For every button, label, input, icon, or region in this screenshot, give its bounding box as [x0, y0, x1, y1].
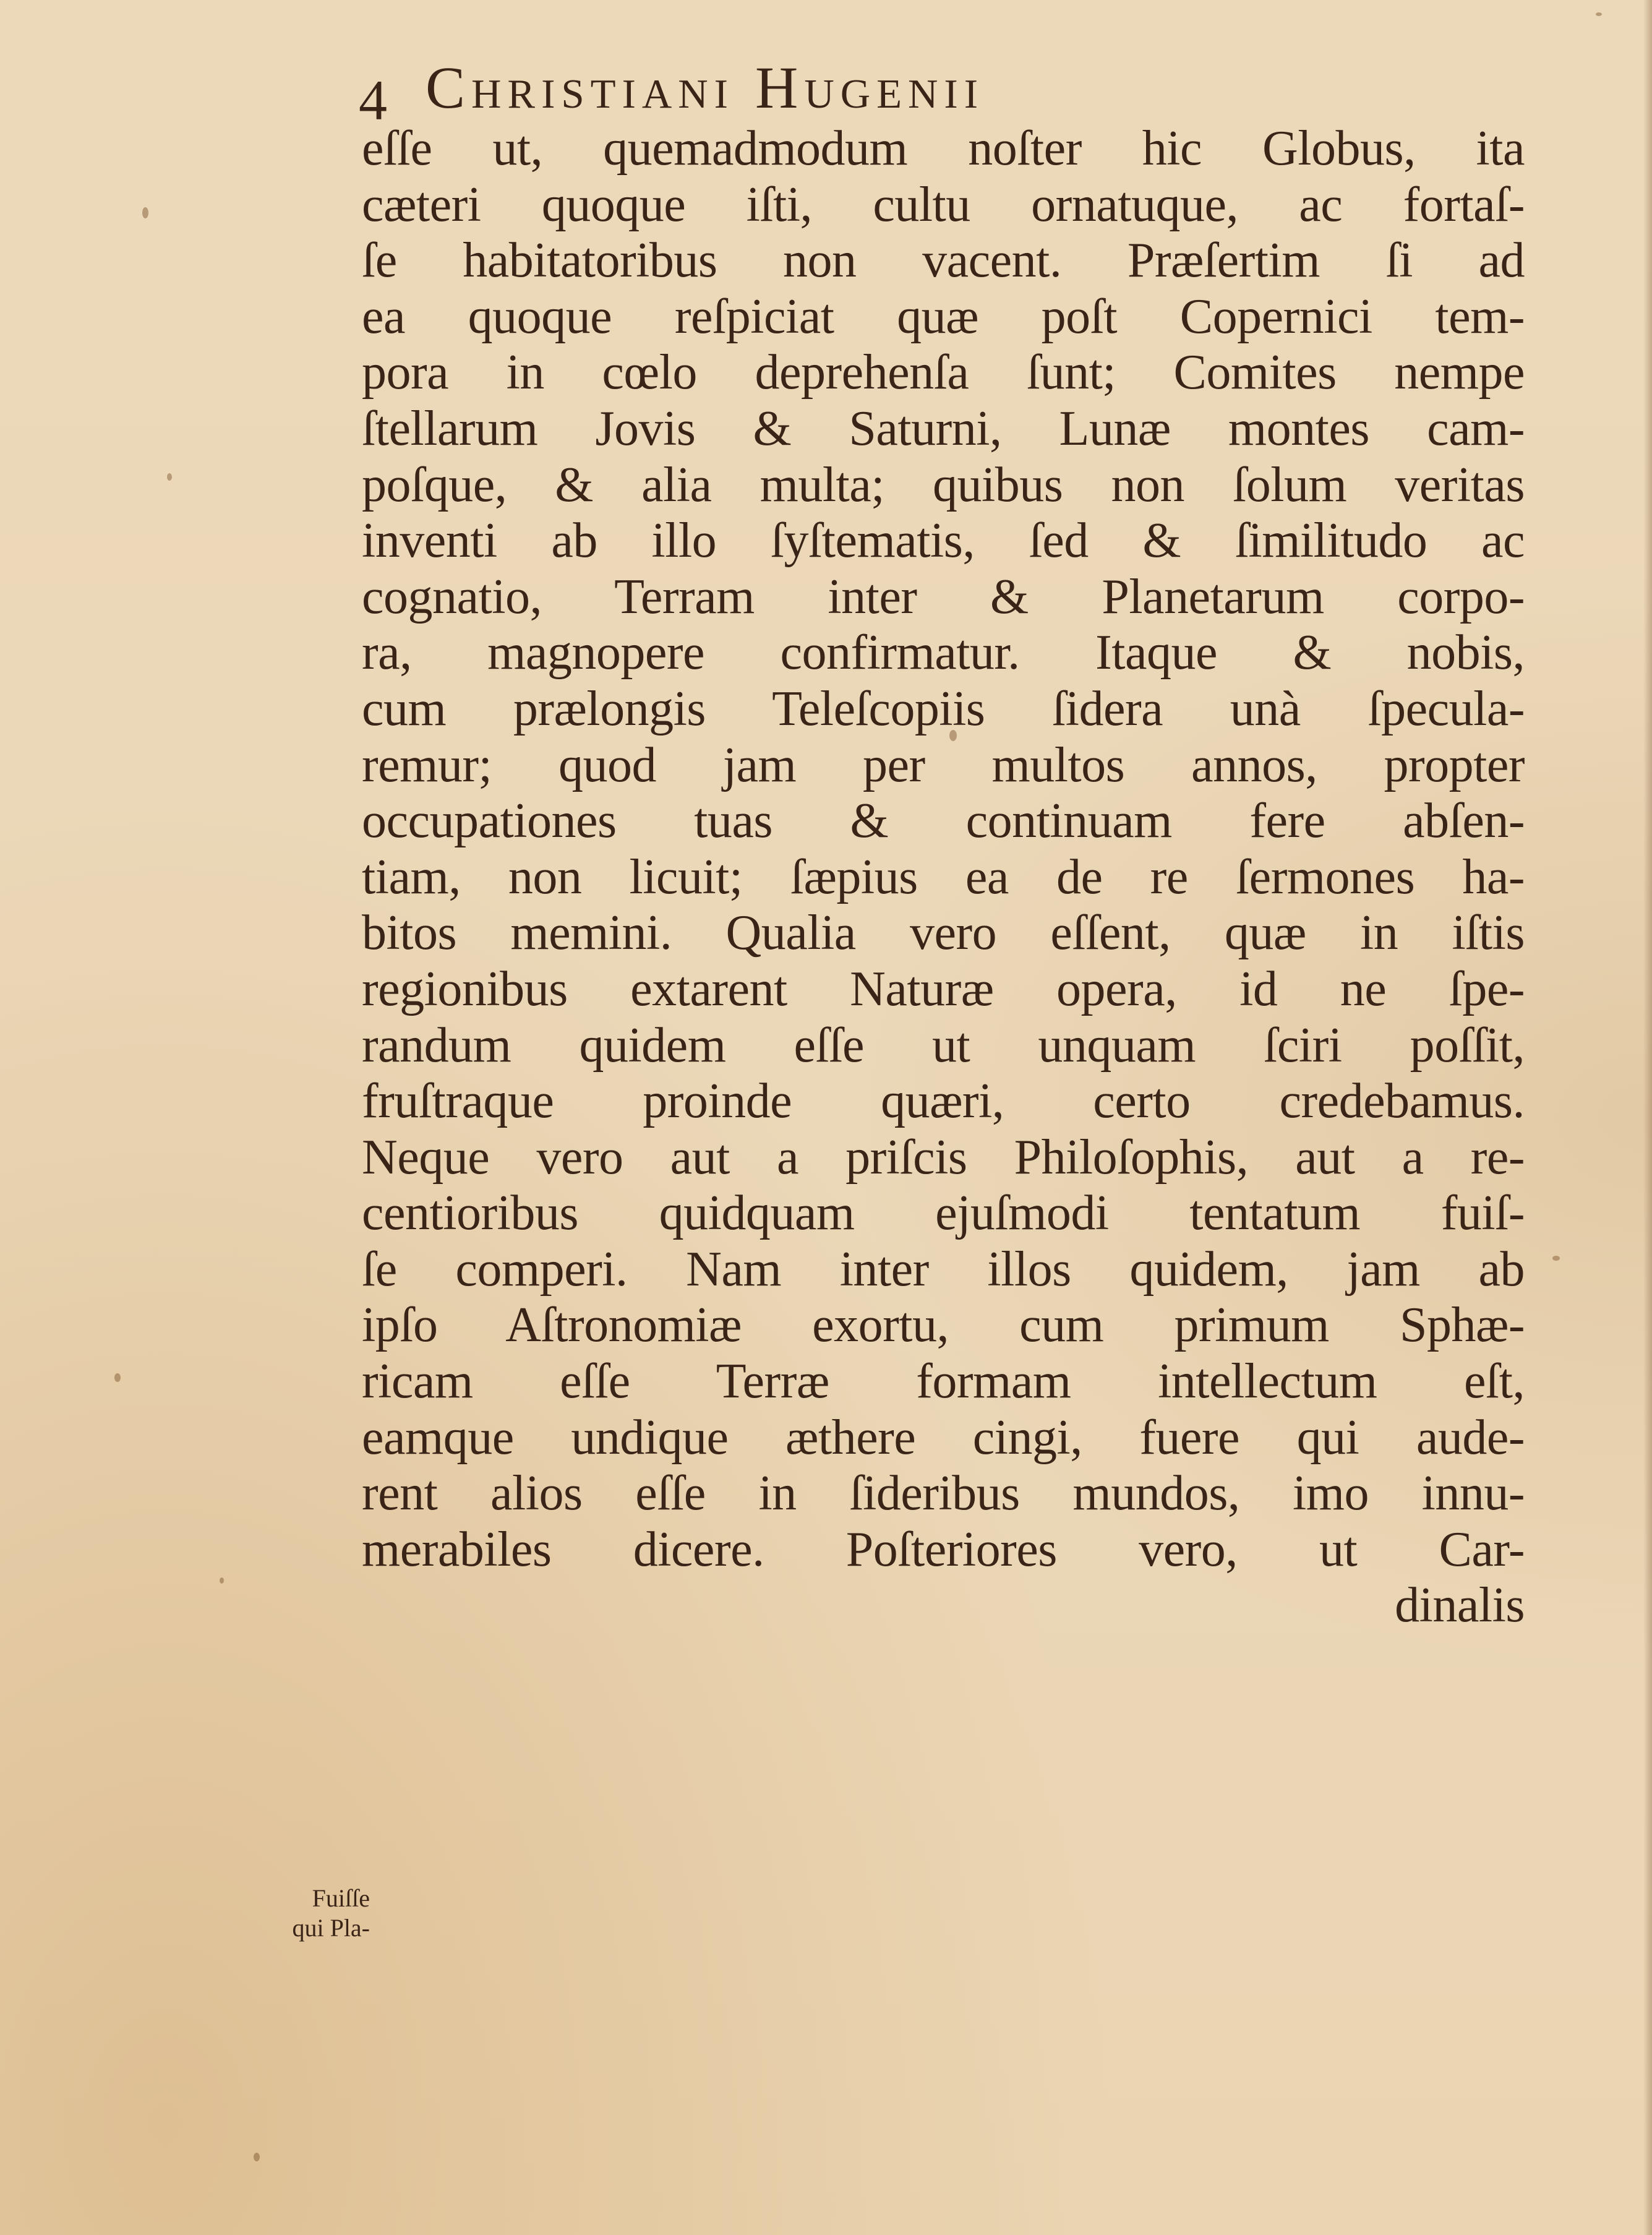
paper-speck — [142, 207, 148, 218]
text-line: cum prælongis Teleſcopiis ſidera unà ſpecula- — [362, 681, 1525, 736]
text-line: Neque vero aut a priſcis Philoſophis, aut a re- — [362, 1130, 1525, 1185]
text-line: eſſe ut, quemadmodum noſter hic Globus, ita — [362, 121, 1525, 176]
text-line: bitos memini. Qualia vero eſſent, quæ in iſtis — [362, 906, 1525, 961]
body-text — [362, 121, 1525, 1634]
paper-speck — [254, 2153, 260, 2161]
text-line: ſe comperi. Nam inter illos quidem, jam ab — [362, 1242, 1525, 1297]
running-head: Christiani Hugenii — [426, 54, 985, 121]
paper-speck — [220, 1577, 224, 1584]
marginal-note-line: qui Pla- — [292, 1914, 370, 1942]
text-line: rent alios eſſe in ſideribus mundos, imo innu- — [362, 1466, 1525, 1521]
text-line: cognatio, Terram inter & Planetarum corpo- — [362, 569, 1525, 624]
page-header — [359, 37, 985, 132]
text-line: pora in cœlo deprehenſa ſunt; Comites nempe — [362, 345, 1525, 400]
text-line: ricam eſſe Terræ formam intellectum eſt, — [362, 1354, 1525, 1409]
text-line: cæteri quoque iſti, cultu ornatuque, ac fortaſ- — [362, 177, 1525, 232]
text-line: occupationes tuas & continuam fere abſen- — [362, 794, 1525, 849]
text-line: ipſo Aſtronomiæ exortu, cum primum Sphæ- — [362, 1298, 1525, 1353]
marginal-note — [234, 1884, 370, 1943]
catchword: dinalis — [1395, 1578, 1525, 1633]
page-number: 4 — [359, 69, 387, 132]
text-line: ra, magnopere confirmatur. Itaque & nobis, — [362, 625, 1525, 680]
marginal-note-line: Fuiſſe — [312, 1884, 370, 1912]
text-line: eamque undique æthere cingi, fuere qui aude- — [362, 1410, 1525, 1465]
text-line: ea quoque reſpiciat quæ poſt Copernici tem- — [362, 289, 1525, 344]
text-line: remur; quod jam per multos annos, propter — [362, 737, 1525, 792]
text-line: merabiles dicere. Poſteriores vero, ut Car- — [362, 1522, 1525, 1577]
text-line: tiam, non licuit; ſæpius ea de re ſermones ha- — [362, 849, 1525, 904]
text-line: inventi ab illo ſyſtematis, ſed & ſimilitudo ac — [362, 513, 1525, 568]
page-edge-shadow — [1643, 0, 1652, 2235]
paper-speck — [114, 1373, 121, 1382]
text-line: randum quidem eſſe ut unquam ſciri poſſit, — [362, 1018, 1525, 1073]
paper-speck — [1552, 1256, 1560, 1261]
paper-speck — [1596, 12, 1602, 16]
text-line: poſque, & alia multa; quibus non ſolum veritas — [362, 457, 1525, 512]
text-line: centioribus quidquam ejuſmodi tentatum fuiſ- — [362, 1186, 1525, 1241]
text-line: regionibus extarent Naturæ opera, id ne ſpe- — [362, 961, 1525, 1016]
text-line: ſtellarum Jovis & Saturni, Lunæ montes cam- — [362, 401, 1525, 456]
text-line: fruſtraque proinde quæri, certo credebamus. — [362, 1074, 1525, 1129]
paper-speck — [167, 473, 172, 481]
paper-speck — [949, 730, 957, 741]
text-line: ſe habitatoribus non vacent. Præſertim ſi ad — [362, 233, 1525, 288]
